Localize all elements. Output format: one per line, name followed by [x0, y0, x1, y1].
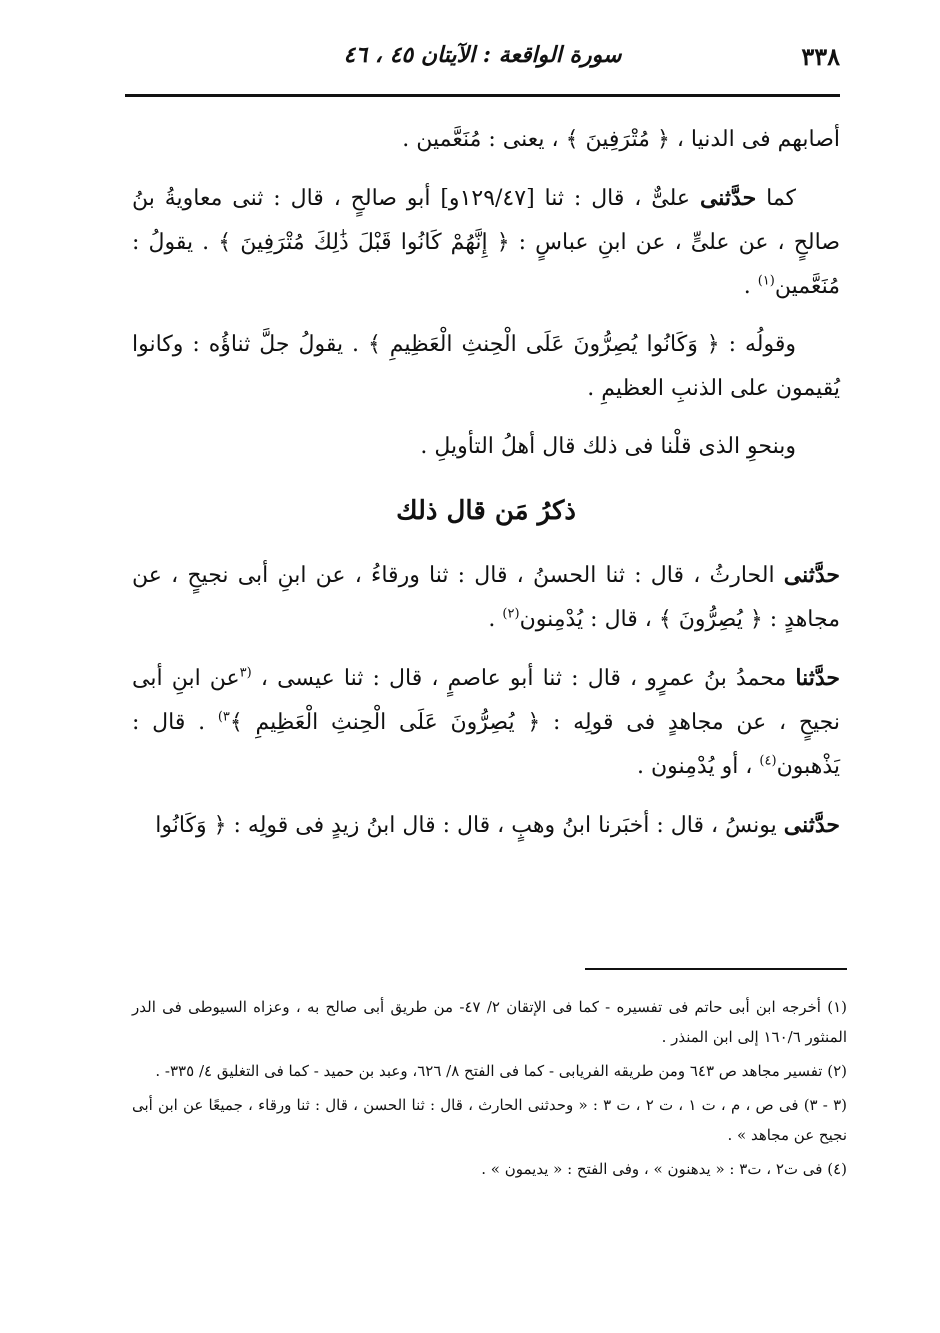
footnote-mark-4: (٤): [759, 753, 777, 769]
paragraph-3: [132, 323, 840, 411]
paragraph-1-text: أصابهم فى الدنيا ، ﴿ مُتْرَفِينَ ﴾ ، يعنى : مُنَعَّمين .: [402, 127, 840, 152]
paragraph-6-text-b: عن ابنِ أبى نجيحٍ ، عن مجاهدٍ فى قولِه : ﴿ يُصِرُّونَ عَلَى الْحِنثِ الْعَظِيمِ ﴾: [132, 666, 841, 735]
footnote-mark-2: (٢): [502, 606, 520, 622]
paragraph-7-lead: حدَّثنى: [783, 812, 840, 838]
paragraph-6-text-a: محمدُ بنُ عمرٍو ، قال : ثنا أبو عاصمٍ ، قال : ثنا عيسى ،: [260, 666, 787, 691]
header-rule: [125, 94, 840, 97]
footnote-mark-3-close: ٣): [217, 709, 230, 725]
paragraph-2-prefix: كما: [766, 186, 797, 211]
paragraph-6: [132, 656, 840, 789]
paragraph-3-text: وقولُه : ﴿ وَكَانُوا يُصِرُّونَ عَلَى الْحِنثِ الْعَظِيمِ ﴾ . يقولُ جلَّ ثناؤُه : وكانوا يُقيمون على الذنبِ العظيمِ .: [132, 332, 840, 401]
footnote-mark-1: (١): [757, 273, 775, 289]
paragraph-5-lead: حدَّثنى: [783, 562, 841, 588]
paragraph-6-lead: حدَّثنا: [795, 665, 840, 691]
paragraph-4: [132, 425, 840, 469]
footnote-3: (٣ - ٣) فى ص ، م ، ت ١ ، ت ٢ ، ت ٣ : « وحدثنى الحارث ، قال : ثنا الحسن ، قال : ثنا ورقاء ، جميعًا عن ابن أبى نجيح عن مجاهد » .: [132, 1096, 847, 1144]
paragraph-5-end: .: [488, 607, 503, 632]
paragraph-7-text: يونسُ ، قال : أخبَرنا ابنُ وهبٍ ، قال : قال ابنُ زيدٍ فى قولِه : ﴿ وَكَانُوا: [155, 813, 777, 838]
main-text: [132, 118, 840, 862]
paragraph-5-text: الحارثُ ، قال : ثنا الحسنُ ، قال : ثنا ورقاءُ ، عن ابنِ أبى نجيحٍ ، عن مجاهدٍ : ﴿ يُصِرُّونَ ﴾ ، قال : يُدْمِنون: [132, 563, 840, 632]
section-heading: ذكرُ مَن قال ذلك: [396, 496, 576, 526]
running-title: سورة الواقعة : الآيتان ٤٥ ، ٤٦: [343, 42, 622, 68]
paragraph-4-text: وبنحوِ الذى قلْنا فى ذلك قال أهلُ التأويلِ .: [420, 434, 796, 459]
footnote-mark-3-open: (٣: [239, 665, 252, 681]
paragraph-2-end: .: [743, 274, 758, 299]
footnotes: [132, 992, 847, 1188]
paragraph-6-text-c: . قال : يَذْهبون: [132, 710, 840, 779]
paragraph-2: [132, 176, 840, 309]
page-header: [125, 38, 840, 82]
paragraph-6-text-d: ، أو يُدْمِنون .: [636, 754, 753, 779]
paragraph-2-lead: حدَّثنى: [699, 185, 757, 211]
paragraph-1: [132, 118, 840, 162]
page-number: ٣٣٨: [801, 42, 840, 71]
footnote-rule: [585, 968, 847, 970]
footnote-1: (١) أخرجه ابن أبى حاتم فى تفسيره - كما فى الإتقان ٢/ ٤٧- من طريق أبى صالح به ، وعزاه السيوطى فى الدر المنثور ١٦٠/٦ إلى ابن المنذر .: [132, 998, 847, 1046]
footnote-4: (٤) فى ت٢ ، ت٣ : « يدهنون » ، وفى الفتح : « يديمون » .: [481, 1160, 847, 1178]
paragraph-7: [132, 803, 840, 848]
paragraph-2-text: علىٌّ ، قال : ثنا [١٢٩/٤٧و] أبو صالحٍ ، قال : ثنى معاويةُ بنُ صالحٍ ، عن علىٍّ ، عن ابنِ عباسٍ : ﴿ إِنَّهُمْ كَانُوا قَبْلَ ذَٰلِكَ مُتْرَفِينَ ﴾ . يقولُ : مُنَعَّمين: [132, 186, 841, 299]
footnote-2: (٢) تفسير مجاهد ص ٦٤٣ ومن طريقه الفريابى - كما فى الفتح ٨/ ٦٢٦، وعبد بن حميد - كما فى التغليق ٤/ ٣٣٥- .: [155, 1062, 847, 1080]
paragraph-5: [132, 553, 840, 642]
